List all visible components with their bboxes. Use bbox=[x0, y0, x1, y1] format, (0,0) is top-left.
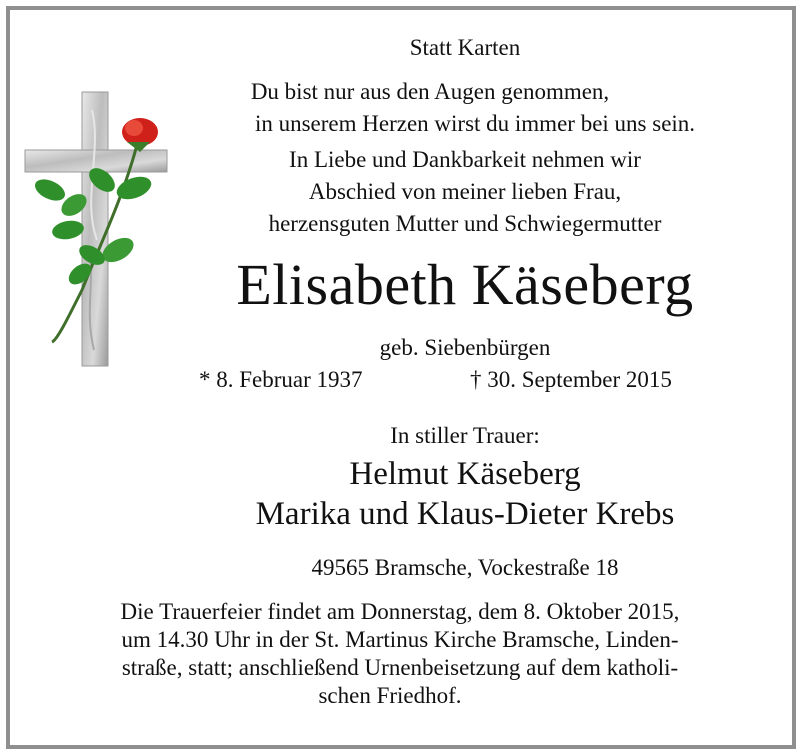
intro-line-1: In Liebe und Dankbarkeit nehmen wir bbox=[289, 147, 641, 172]
deceased-name: Elisabeth Käseberg bbox=[236, 252, 694, 317]
funeral-line-3: straße, statt; anschließend Urnenbeisetzung auf dem katholi- bbox=[121, 655, 679, 680]
intro-line-2: Abschied von meiner lieben Frau, bbox=[308, 179, 622, 204]
intro-line-3: herzensguten Mutter und Schwiegermutter bbox=[268, 211, 662, 236]
family-member-1: Helmut Käseberg bbox=[349, 456, 581, 492]
funeral-line-4: schen Friedhof. bbox=[318, 683, 462, 708]
address: 49565 Bramsche, Vockestraße 18 bbox=[311, 555, 619, 580]
verse-line-2: in unserem Herzen wirst du immer bei uns sein. bbox=[254, 111, 696, 136]
family-member-2: Marika und Klaus-Dieter Krebs bbox=[255, 496, 675, 532]
verse-line-1: Du bist nur aus den Augen genommen, bbox=[250, 79, 610, 104]
mourning-header: In stiller Trauer: bbox=[390, 423, 540, 448]
funeral-line-1: Die Trauerfeier findet am Donnerstag, dem 8. Oktober 2015, bbox=[120, 599, 680, 624]
header-text: Statt Karten bbox=[409, 35, 521, 60]
birth-date: * 8. Februar 1937 bbox=[199, 367, 363, 392]
birth-name: geb. Siebenbürgen bbox=[379, 335, 551, 360]
funeral-line-2: um 14.30 Uhr in der St. Martinus Kirche Bramsche, Linden- bbox=[121, 627, 679, 652]
death-date: † 30. September 2015 bbox=[470, 367, 672, 392]
